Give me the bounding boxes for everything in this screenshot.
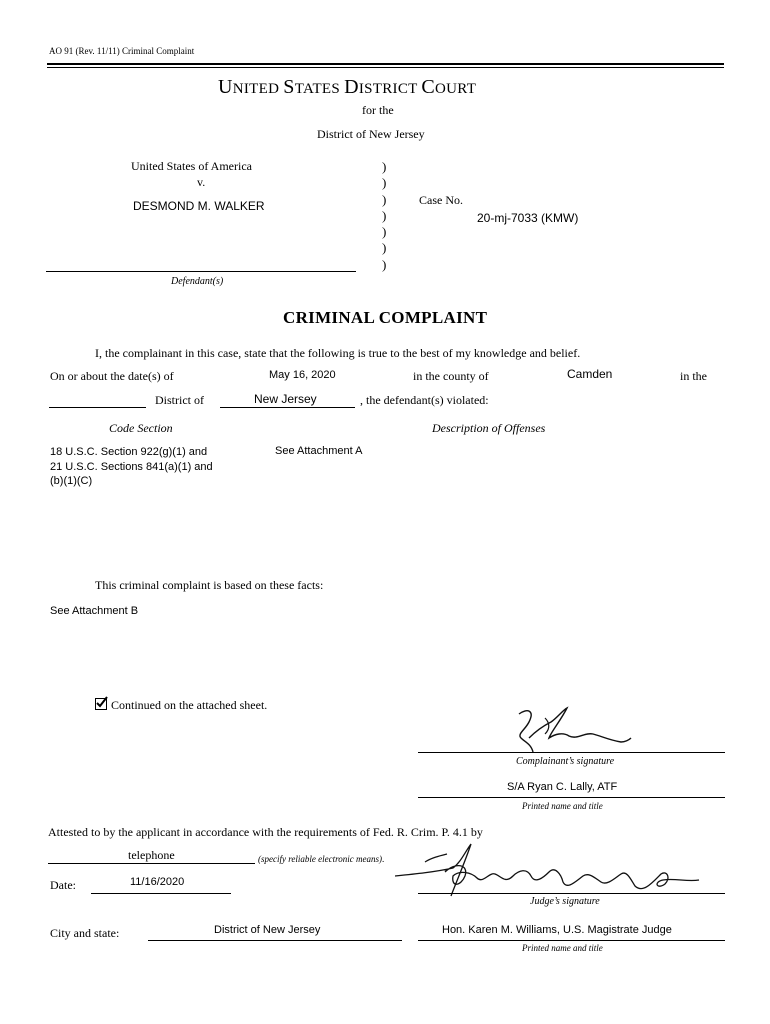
district-of-label: District of: [155, 393, 204, 407]
header-rule-bottom: [47, 67, 724, 68]
judge-name: Hon. Karen M. Williams, U.S. Magistrate Judge: [442, 924, 672, 936]
complainant-signature-label: Complainant’s signature: [516, 756, 615, 767]
complainant-signature: [505, 704, 635, 756]
city-state-value: District of New Jersey: [214, 924, 321, 936]
county-label: in the county of: [413, 369, 489, 383]
description-label: Description of Offenses: [432, 421, 546, 435]
code-sections: [50, 445, 213, 489]
defendant-rule: [46, 271, 356, 272]
on-or-about-label: On or about the date(s) of: [50, 369, 174, 383]
checkmark-icon: [95, 695, 109, 709]
court-district: District of New Jersey: [317, 127, 425, 141]
facts-label: This criminal complaint is based on these facts:: [95, 578, 324, 592]
court-title: UNITED STATES DISTRICT COURT: [218, 76, 477, 98]
continued-label: Continued on the attached sheet.: [111, 698, 268, 712]
for-the: for the: [362, 103, 394, 117]
attestation-text: Attested to by the applicant in accordance with the requirements of Fed. R. Crim. P. 4.1 by: [48, 825, 483, 839]
judge-signature-rule: [418, 893, 725, 894]
form-identifier: AO 91 (Rev. 11/11) Criminal Complaint: [49, 46, 195, 56]
judge-name-label: Printed name and title: [522, 943, 603, 953]
complainant-signature-rule: [418, 752, 725, 753]
code-section-label: Code Section: [109, 421, 173, 435]
statement-intro: I, the complainant in this case, state that the following is true to the best of my knowledge and belief.: [95, 346, 581, 360]
date-value: 11/16/2020: [130, 876, 185, 888]
attestation-means-label: (specify reliable electronic means).: [258, 854, 385, 864]
case-no-label: Case No.: [419, 193, 463, 207]
city-state-label: City and state:: [50, 926, 120, 940]
continued-checkbox[interactable]: [95, 698, 107, 710]
header-rule-top: [47, 63, 724, 65]
complainant-name-label: Printed name and title: [522, 801, 603, 811]
code-line: 18 U.S.C. Section 922(g)(1) and: [50, 446, 208, 458]
in-the-label: in the: [680, 369, 707, 383]
caption-parentheses: ) ) ) ) ) ) ): [382, 159, 387, 272]
district-prefix-rule: [49, 407, 146, 408]
offense-description: See Attachment A: [275, 445, 363, 457]
city-state-rule: [148, 940, 402, 941]
complainant-name: S/A Ryan C. Lally, ATF: [507, 781, 618, 793]
judge-signature-label: Judge’s signature: [530, 896, 600, 907]
complainant-name-rule: [418, 797, 725, 798]
date-rule: [91, 893, 231, 894]
judge-name-rule: [418, 940, 725, 941]
district-value: New Jersey: [254, 392, 317, 406]
district-value-rule: [220, 407, 355, 408]
county-value: Camden: [567, 367, 613, 381]
date-label: Date:: [50, 878, 76, 892]
defendant-violated-label: , the defendant(s) violated:: [360, 393, 489, 407]
code-line: 21 U.S.C. Sections 841(a)(1) and: [50, 460, 213, 473]
attestation-means-rule: [48, 863, 255, 864]
offense-date: May 16, 2020: [269, 369, 336, 381]
facts-value: See Attachment B: [50, 605, 139, 617]
attestation-means-value: telephone: [128, 848, 175, 862]
complaint-heading: CRIMINAL COMPLAINT: [283, 308, 488, 327]
plaintiff-name: United States of America: [131, 159, 252, 173]
defendant-label: Defendant(s): [171, 276, 224, 287]
defendant-name: DESMOND M. WALKER: [133, 199, 265, 213]
versus: v.: [197, 175, 206, 189]
code-line: (b)(1)(C): [50, 475, 93, 487]
continued-row: [95, 698, 267, 713]
case-no-value: 20-mj-7033 (KMW): [477, 211, 579, 225]
